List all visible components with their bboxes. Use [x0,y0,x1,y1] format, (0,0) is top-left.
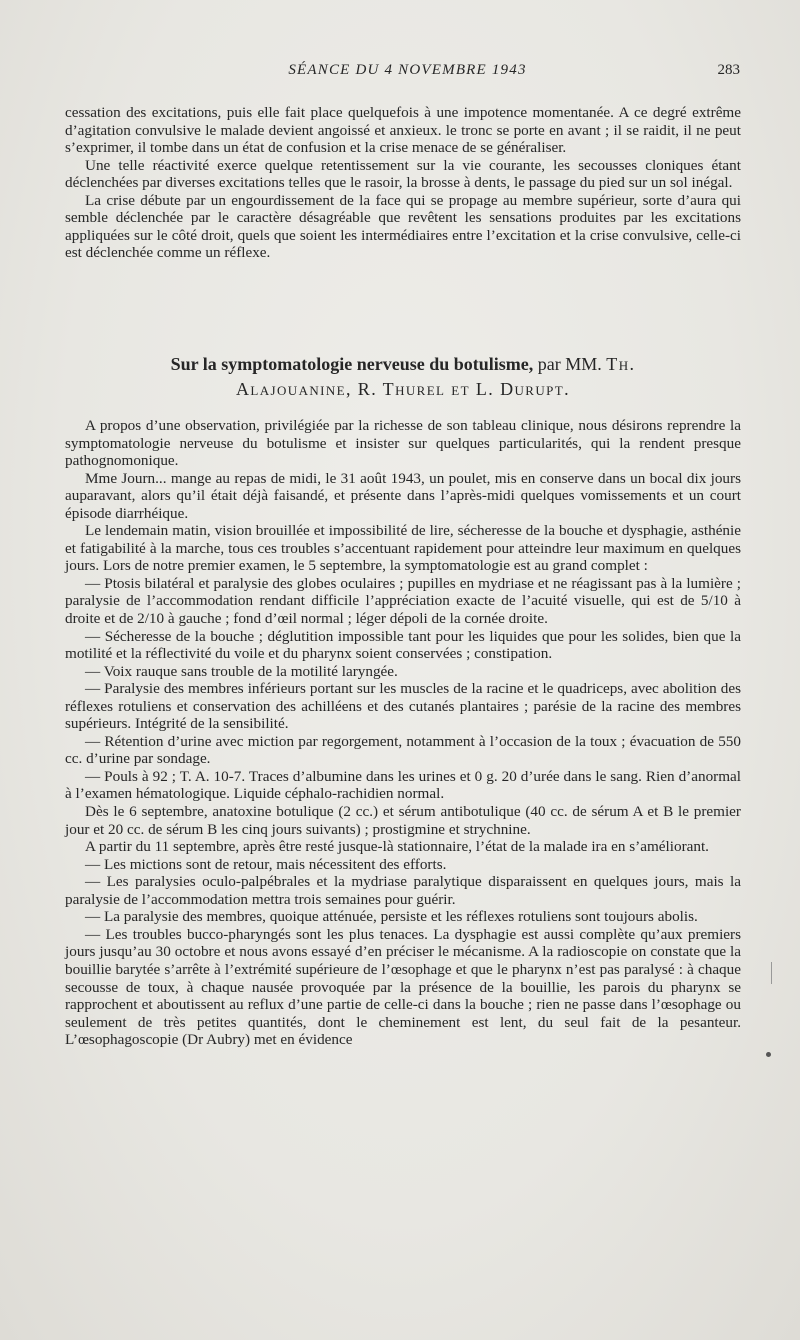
paragraph: — La paralysie des membres, quoique atténuée, persiste et les réflexes rotuliens sont toujours abolis. [85,908,698,926]
article-title: Sur la symptomatologie nerveuse du botulisme, [170,354,534,374]
page-number: 283 [717,62,740,78]
paragraph: — Ptosis bilatéral et paralysie des globes oculaires ; pupilles en mydriase et ne réagissant pas à la lumière ; paralysie de l’accommodation rendant difficile l’appréciation exacte de l’acuité visuelle, qui est de 5/10 à droite et de 2/10 à gauche ; fond d’œil normal ; léger dépoli de la cornée droite. [65,574,741,628]
paragraph: Le lendemain matin, vision brouillée et impossibilité de lire, sécheresse de la bouche et dysphagie, asthénie et fatigabilité à la marche, tous ces troubles s’accentuant rapidement pour atteindre leur maximum en quelques jours. Lors de notre premier examen, le 5 septembre, la symptomatologie est au grand complet : [65,522,741,575]
paragraph: — Sécheresse de la bouche ; déglutition impossible tant pour les liquides que pour les solides, bien que la motilité et la réflectivité du voile et du pharynx soient conservées ; constipation. [65,627,741,663]
author-initial: Th. [606,354,636,374]
paragraph: — Rétention d’urine avec miction par regorgement, notamment à l’occasion de la toux ; évacuation de 550 cc. d’urine par sondage. [65,732,741,768]
continued-text-block [65,104,741,262]
running-head [75,62,740,86]
paragraph: A propos d’une observation, privilégiée par la richesse de son tableau clinique, nous désirons reprendre la symptomatologie nerveuse du botulisme et insister sur quelques particularités, qui la rendent presque pathognomonique. [65,417,741,470]
paragraph: — Les mictions sont de retour, mais nécessitent des efforts. [85,855,447,873]
paragraph: — Paralysie des membres inférieurs portant sur les muscles de la racine et le quadriceps, avec abolition des réflexes rotuliens et conservation des achilléens et des cutanés plantaires ; parésie de la racine des membres supérieurs. Intégrité de la sensibilité. [65,680,741,733]
article-heading [65,352,741,402]
paragraph: A partir du 11 septembre, après être resté jusque-là stationnaire, l’état de la malade ira en s’améliorant. [85,838,709,856]
paragraph: — Pouls à 92 ; T. A. 10-7. Traces d’albumine dans les urines et 0 g. 20 d’urée dans le sang. Rien d’anormal à l’examen hématologique. Liquide céphalo-rachidien normal. [65,767,741,803]
paragraph: cessation des excitations, puis elle fait place quelquefois à une impotence momentanée. A ce degré extrême d’agitation convulsive le malade devient angoissé et anxieux. le tronc se porte en avant ; il se raidit, il ne peut s’exprimer, il tombe dans un état de confusion et la crise menace de se généraliser. [65,104,741,157]
paragraph: Dès le 6 septembre, anatoxine botulique (2 cc.) et sérum antibotulique (40 cc. de sérum A et B le premier jour et 20 cc. de sérum B les cinq jours suivants) ; prostigmine et strychnine. [65,803,741,838]
article-by: par MM. [537,354,602,374]
paragraph: Une telle réactivité exerce quelque retentissement sur la vie courante, les secousses cloniques étant déclenchées par diverses excitations telles que le rasoir, la brosse à dents, le passage du pied sur un sol inégal. [65,156,741,192]
paragraph: Mme Journ... mange au repas de midi, le 31 août 1943, un poulet, mis en conserve dans un bocal dix jours auparavant, alors qu’il était déjà faisandé, et présente dans l’après-midi quelques vomissements et un court épisode diarrhéique. [65,469,741,522]
paragraph: — Voix rauque sans trouble de la motilité laryngée. [85,662,398,680]
paragraph: — Les paralysies oculo-palpébrales et la mydriase paralytique disparaissent en quelques jours, mais la paralysie de l’accommodation mettra trois semaines pour guérir. [65,873,741,908]
paragraph: — Les troubles bucco-pharyngés sont les plus tenaces. La dysphagie est aussi complète qu’aux premiers jours jusqu’au 30 octobre et nous avons essayé d’en préciser le mécanisme. A la radioscopie on constate que la bouillie barytée s’arrête à l’extrémité supérieure de l’œsophage et que le pharynx n’est pas paralysé : à chaque secousse de toux, à chaque nausée provoquée par la présence de la bouillie, les parois du pharynx se rapprochent et aboutissent au reflux d’une partie de celle-ci dans la bouche ; rien ne passe dans l’œsophage ou seulement de très petites quantités, dont le cheminement est lent, du seul fait de la pesanteur. L’œsophagoscopie (Dr Aubry) met en évidence [65,925,741,1049]
paragraph: La crise débute par un engourdissement de la face qui se propage au membre supérieur, sorte d’aura qui semble déclenchée par le caractère désagréable que revêtent les sensations produites par les excitations appliquées sur le côté droit, quels que soient les intermédiaires entre l’excitation et la crise convulsive, celle-ci est déclenchée comme un réflexe. [65,191,741,262]
margin-mark [771,962,772,984]
margin-dot [766,1052,771,1057]
article-title-line [65,352,741,377]
article-body [65,417,741,1049]
running-head-title: SÉANCE DU 4 NOVEMBRE 1943 [288,62,527,78]
article-authors: Alajouanine, R. Thurel et L. Durupt. [236,379,570,399]
